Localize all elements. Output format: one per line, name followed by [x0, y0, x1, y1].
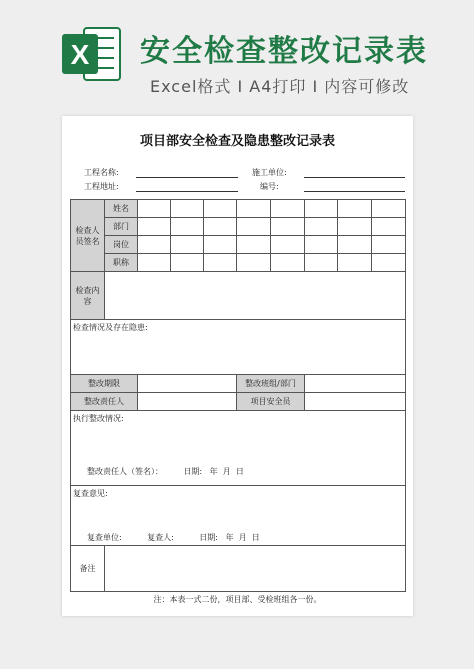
table-row — [71, 320, 406, 375]
table-cell[interactable] — [338, 200, 372, 218]
table-cell[interactable] — [171, 200, 204, 218]
banner — [0, 0, 474, 110]
team-cell[interactable] — [305, 375, 406, 393]
safety-officer-cell[interactable] — [305, 393, 406, 411]
table-cell[interactable] — [171, 254, 204, 272]
responsible-label: 整改责任人 — [84, 397, 124, 406]
footnote: 注：本表一式二份，项目部、受检班组各一份。 — [153, 595, 322, 604]
review-cell[interactable] — [71, 486, 406, 546]
remark-label-cell — [71, 546, 105, 592]
team-label-cell — [237, 375, 305, 393]
position-label-cell — [105, 236, 138, 254]
table-cell[interactable] — [138, 200, 171, 218]
form-sheet — [62, 116, 413, 616]
table-cell[interactable] — [237, 218, 271, 236]
situation-label: 检查情况及存在隐患: — [73, 323, 148, 332]
name-label: 姓名 — [113, 204, 129, 213]
content-label: 检查内容 — [75, 285, 100, 306]
table-cell[interactable] — [171, 236, 204, 254]
remark-label: 备注 — [79, 564, 96, 573]
deadline-label-cell — [71, 375, 138, 393]
document-title: 项目部安全检查及隐患整改记录表 — [139, 134, 335, 149]
title-label-cell — [105, 254, 138, 272]
review-label: 复查意见: — [73, 489, 108, 498]
table-cell[interactable] — [372, 254, 406, 272]
table-cell[interactable] — [338, 218, 372, 236]
table-cell[interactable] — [204, 218, 237, 236]
table-cell[interactable] — [171, 218, 204, 236]
table-cell[interactable] — [271, 200, 305, 218]
content-label-cell — [71, 272, 105, 320]
deadline-cell[interactable] — [138, 375, 237, 393]
project-address-line[interactable] — [136, 191, 238, 192]
table-cell[interactable] — [372, 218, 406, 236]
table-row — [71, 486, 406, 546]
inspectors-label-cell — [71, 200, 105, 272]
table-row — [71, 200, 406, 218]
excel-icon — [60, 22, 122, 86]
banner-subtitle: Excel格式 I A4打印 I 内容可修改 — [150, 77, 410, 96]
project-name-line[interactable] — [136, 177, 238, 178]
review-signature-line: 复查单位: 复查人: 日期: 年 月 日 — [87, 533, 260, 542]
remark-cell[interactable] — [105, 546, 406, 592]
table-cell[interactable] — [305, 218, 338, 236]
banner-title: 安全检查整改记录表 — [140, 34, 428, 69]
project-address-label: 工程地址: — [84, 182, 119, 191]
table-cell[interactable] — [237, 254, 271, 272]
table-cell[interactable] — [271, 236, 305, 254]
table-cell[interactable] — [271, 254, 305, 272]
table-row — [71, 411, 406, 486]
safety-officer-label-cell — [237, 393, 305, 411]
dept-label-cell — [105, 218, 138, 236]
dept-label: 部门 — [113, 222, 129, 231]
table-row — [71, 375, 406, 393]
table-cell[interactable] — [271, 218, 305, 236]
deadline-label: 整改期限 — [88, 379, 120, 388]
name-label-cell — [105, 200, 138, 218]
table-cell[interactable] — [338, 254, 372, 272]
table-row — [71, 236, 406, 254]
project-name-label: 工程名称: — [84, 168, 119, 177]
table-cell[interactable] — [204, 236, 237, 254]
table-cell[interactable] — [305, 254, 338, 272]
execution-label: 执行整改情况: — [73, 414, 124, 423]
table-cell[interactable] — [138, 254, 171, 272]
title-label: 职称 — [113, 258, 129, 267]
number-label: 编号: — [260, 182, 279, 191]
table-cell[interactable] — [138, 236, 171, 254]
table-cell[interactable] — [305, 236, 338, 254]
table-cell[interactable] — [305, 200, 338, 218]
responsible-label-cell — [71, 393, 138, 411]
safety-officer-label: 项目安全员 — [250, 397, 291, 406]
table-cell[interactable] — [237, 200, 271, 218]
responsible-cell[interactable] — [138, 393, 237, 411]
table-row — [71, 254, 406, 272]
table-row — [71, 272, 406, 320]
inspectors-label: 检查人员签名 — [75, 225, 100, 246]
table-cell[interactable] — [372, 200, 406, 218]
team-label: 整改班组/部门 — [245, 379, 296, 388]
construction-unit-label: 施工单位: — [252, 168, 287, 177]
inspection-table — [70, 199, 406, 592]
construction-unit-line[interactable] — [304, 177, 405, 178]
table-cell[interactable] — [204, 254, 237, 272]
table-cell[interactable] — [237, 236, 271, 254]
execution-signature-line: 整改责任人（签名）： 日期: 年 月 日 — [87, 467, 244, 476]
table-row — [71, 218, 406, 236]
content-cell[interactable] — [105, 272, 406, 320]
table-cell[interactable] — [204, 200, 237, 218]
number-line[interactable] — [304, 191, 405, 192]
table-cell[interactable] — [372, 236, 406, 254]
table-cell[interactable] — [338, 236, 372, 254]
table-row — [71, 393, 406, 411]
situation-cell[interactable] — [71, 320, 406, 375]
execution-cell[interactable] — [71, 411, 406, 486]
excel-icon-letter: X — [70, 39, 90, 70]
position-label: 岗位 — [113, 240, 129, 249]
table-row — [71, 546, 406, 592]
table-cell[interactable] — [138, 218, 171, 236]
